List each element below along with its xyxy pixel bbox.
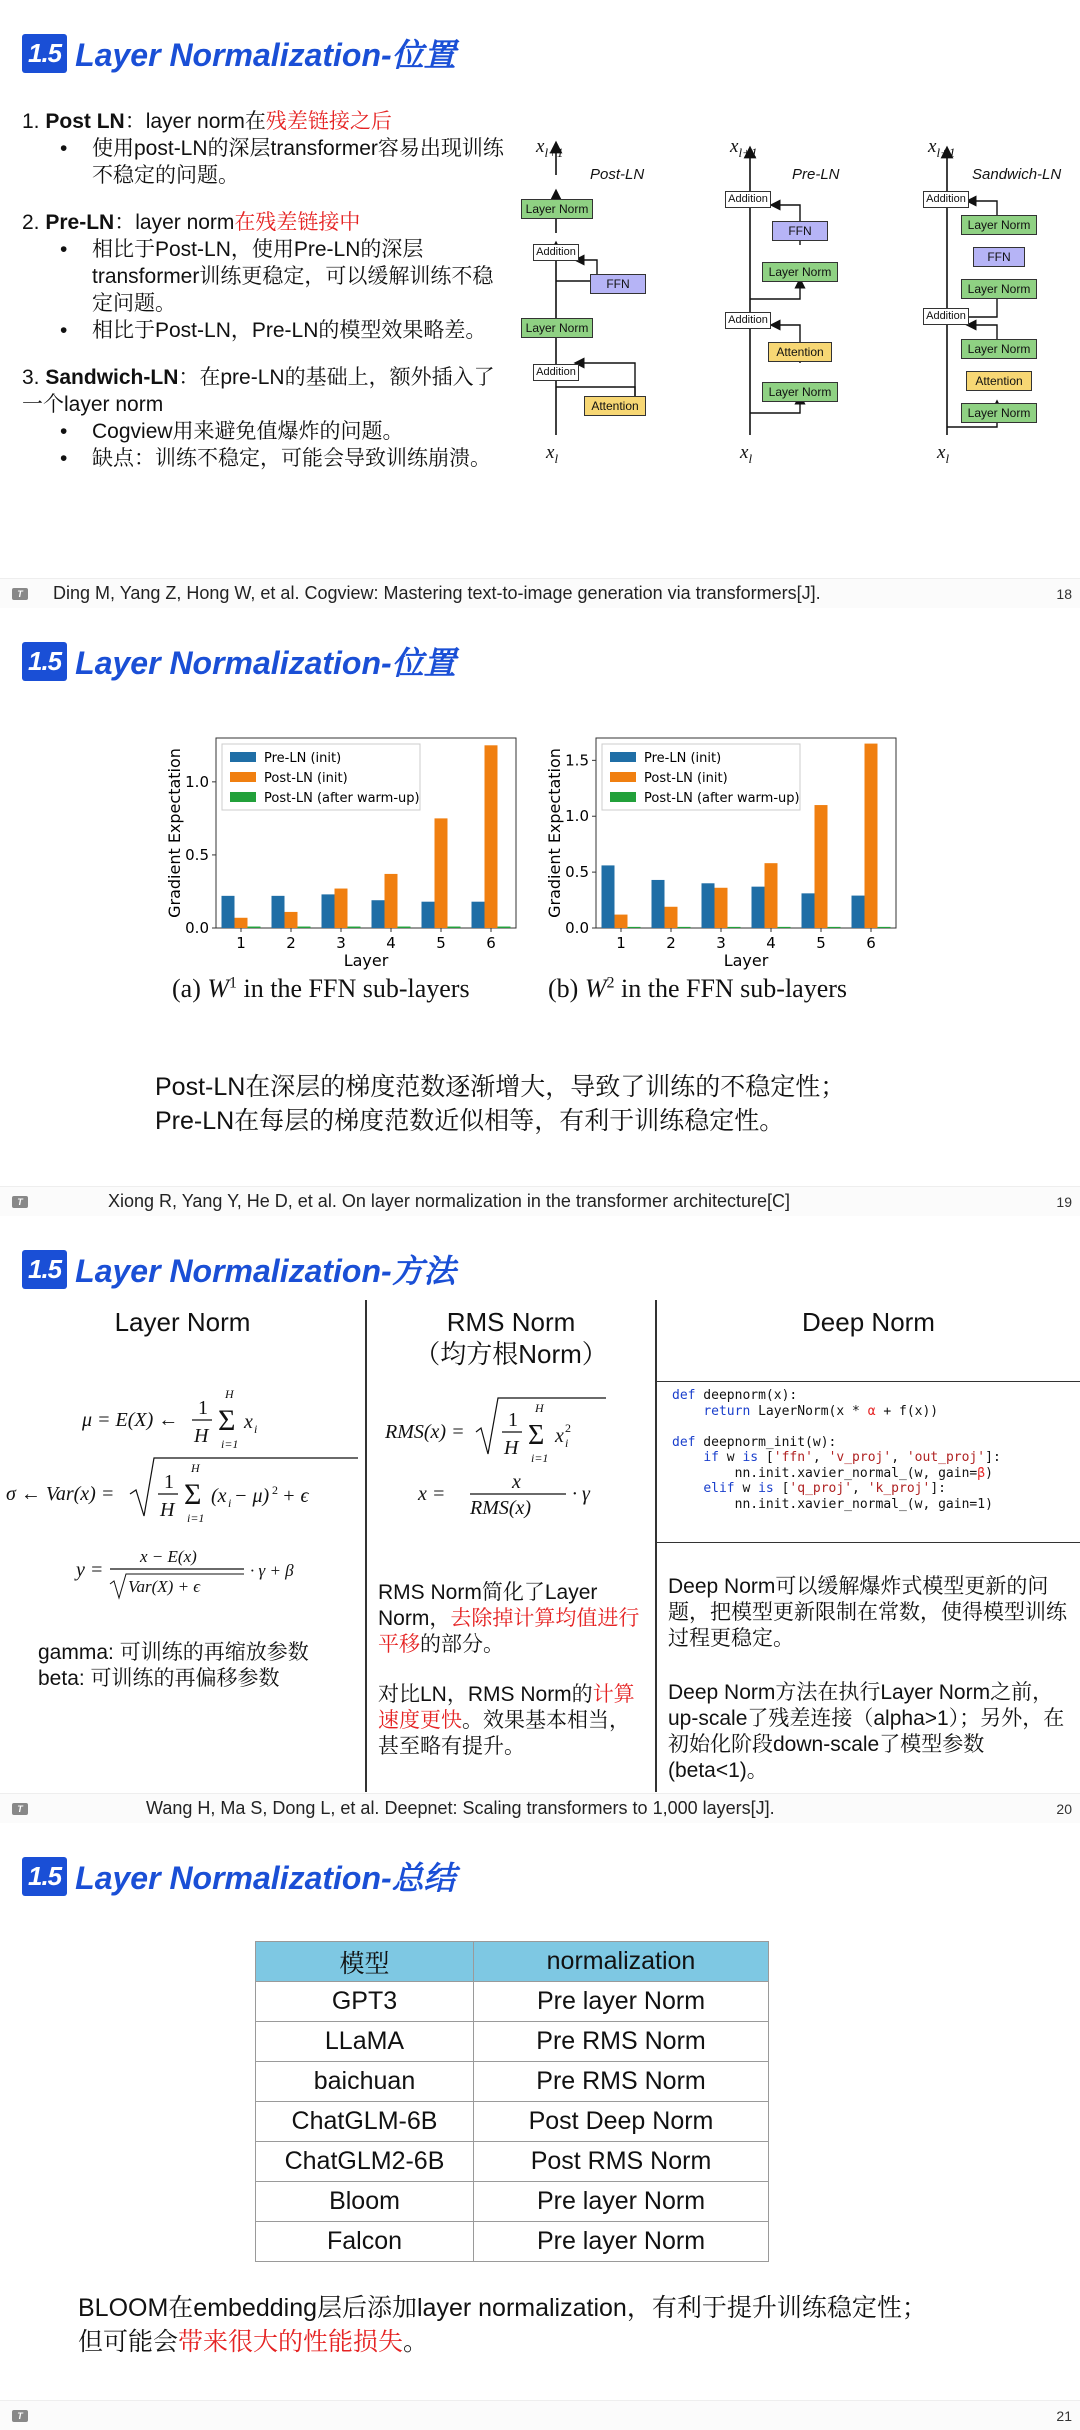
svg-text:· γ: · γ [572,1483,590,1505]
bullet: • 使用post-LN的深层transformer容易出现训练不稳定的问题。 [60,135,507,189]
deepnorm-code [672,1388,1001,1512]
list-item-post-ln: 1. Post LN：layer norm在残差链接之后 • 使用post-LN的深层transformer容易出现训练不稳定的问题。 [22,108,507,189]
slide-title [22,28,456,78]
svg-text:Σ: Σ [218,1404,236,1437]
normalization-cell: Pre layer Norm [474,1982,769,2022]
model-cell: ChatGLM-6B [256,2102,474,2142]
table-row [256,2222,769,2262]
legend-entry: Post-LN (init) [644,771,728,786]
attention-box: Attention [966,371,1032,391]
code-line: nn.init.xavier_normal_(w, gain=1) [672,1496,993,1512]
slide-title [22,636,456,686]
ffn-box: FFN [590,274,646,294]
normalization-cell: Pre RMS Norm [474,2022,769,2062]
title-text: Layer Normalization-方法 [75,1253,456,1289]
model-cell: ChatGLM2-6B [256,2142,474,2182]
bar [865,744,878,928]
column-divider [365,1300,367,1792]
slide-20 [0,1216,1080,1823]
rms-desc-2: 对比LN，RMS Norm的计算速度更快。效果基本相当，甚至略有提升。 [378,1683,635,1758]
bullet: • Cogview用来避免值爆炸的问题。 [60,418,507,445]
bar [778,927,791,928]
svg-text:σ ← Var(x) =: σ ← Var(x) = [6,1483,115,1505]
svg-text:· γ + β: · γ + β [250,1561,294,1580]
title-text: Layer Normalization-位置 [75,645,456,681]
bar [235,918,248,928]
y-tick-label: 1.0 [185,772,209,791]
deepnorm-desc-1: Deep Norm可以缓解爆炸式模型更新的问题，把模型更新限制在常数，使得模型训练过程更稳定。 [668,1575,1067,1650]
sandwich-ln-label: Sandwich-LN [972,166,1062,183]
y-tick-label: 0.0 [185,919,209,937]
svg-text:i=1: i=1 [531,1451,549,1465]
input-label: $x_l$ [740,442,753,466]
bar [322,894,335,928]
addition-box: Addition [923,191,969,208]
svg-text:H: H [160,1499,175,1521]
ffn-box: FFN [772,221,828,241]
y-axis-label: Gradient Expectation [545,748,564,918]
y-tick-label: 0.5 [565,863,589,882]
bar [348,927,361,928]
slide-title [22,1244,456,1294]
list-item-pre-ln: 2. Pre-LN：layer norm在残差链接中 • 相比于Post-LN，使用Pre-LN的深层transformer训练更稳定，可以缓解训练不稳定问题。 • 相比于Post-LN，Pre-LN的模型效果略差。 [22,209,507,344]
addition-box: Addition [533,244,579,261]
text-line: Post-LN在深层的梯度范数逐渐增大，导致了训练的不稳定性； [155,1073,846,1101]
ln-position-list [22,108,507,492]
x-tick-label: 6 [866,934,876,952]
table-row [256,2182,769,2222]
x-axis-label: Layer [343,951,389,970]
slide-18 [0,0,1080,608]
bar [248,927,261,928]
legend-entry: Post-LN (init) [264,771,348,786]
legend-swatch [610,752,636,762]
text-line: Pre-LN在每层的梯度范数近似相等，有利于训练稳定性。 [155,1107,785,1135]
list-item-sandwich-ln: 3. Sandwich-LN：在pre-LN的基础上，额外插入了一个layer norm • Cogview用来避免值爆炸的问题。 • 缺点：训练不稳定，可能会导致训练崩溃。 [22,364,507,472]
svg-text:Var(X) + ϵ: Var(X) + ϵ [128,1577,201,1596]
page-number: 20 [1056,1800,1072,1817]
code-line: if w is ['ffn', 'v_proj', 'out_proj']: [703,1450,1001,1465]
normalization-cell: Pre layer Norm [474,2222,769,2262]
page-number: 19 [1056,1193,1072,1210]
bar [472,902,485,928]
model-cell: LLaMA [256,2022,474,2062]
normalization-cell: Post Deep Norm [474,2102,769,2142]
bar [298,927,311,928]
col-head-layer-norm: Layer Norm [114,1307,251,1337]
logo-icon: T [12,588,28,600]
x-tick-label: 2 [666,934,676,952]
x-tick-label: 4 [766,934,776,952]
normalization-table [255,1941,769,2262]
pre-ln-label: Pre-LN [792,166,840,183]
svg-text:H: H [194,1425,209,1447]
bullet: • 相比于Post-LN，使用Pre-LN的深层transformer训练更稳定，可以缓解训练不稳定问题。 [60,236,507,317]
svg-text:x: x [244,1411,253,1433]
col-head-deep-norm: Deep Norm [802,1307,935,1337]
legend-entry: Post-LN (after warm-up) [264,791,420,806]
svg-text:H: H [191,1461,200,1475]
svg-text:+ ϵ: + ϵ [282,1485,309,1507]
layer-norm-box: Layer Norm [762,262,838,282]
bar [422,902,435,928]
legend-entry: Pre-LN (init) [644,751,722,766]
svg-text:RMS(x): RMS(x) [470,1497,532,1519]
bar [615,915,628,928]
code-top-rule [657,1381,1080,1382]
title-text: Layer Normalization-位置 [75,37,456,73]
slide-footer [0,2400,1080,2430]
bar [878,927,891,928]
svg-text:i: i [228,1496,232,1510]
x-axis-label: Layer [723,951,769,970]
section-number: 1.5 [22,1250,67,1289]
svg-text:H: H [225,1387,234,1401]
svg-text:(x: (x [211,1485,227,1507]
layer-norm-formulas [6,1366,361,1596]
x-tick-label: 3 [336,934,346,952]
x-tick-label: 1 [616,934,626,952]
bar [728,927,741,928]
code-line: nn.init.xavier_normal_(w, gain=β) [672,1465,993,1481]
model-cell: Falcon [256,2222,474,2262]
section-number: 1.5 [22,34,67,73]
output-label: $x_{l+1}$ [730,136,758,160]
slide-footer [0,1186,1080,1216]
gamma-desc: gamma: 可训练的再缩放参数 [38,1641,309,1664]
legend-swatch [230,752,256,762]
layer-norm-box: Layer Norm [762,382,838,402]
reference: Ding M, Yang Z, Hong W, et al. Cogview: Mastering text-to-image generation via transformers[J]. [53,583,821,603]
addition-box: Addition [725,312,771,329]
layer-norm-box: Layer Norm [961,279,1037,299]
svg-text:2: 2 [272,1483,278,1497]
bar [852,896,865,928]
model-cell: GPT3 [256,1982,474,2022]
bar [448,927,461,928]
post-ln-label: Post-LN [590,166,645,183]
table-row [256,2102,769,2142]
table-row [256,2062,769,2102]
svg-text:x − E(x): x − E(x) [140,1547,197,1566]
page-number: 18 [1056,585,1072,602]
y-tick-label: 1.0 [565,807,589,826]
bar [678,927,691,928]
page-number: 21 [1056,2407,1072,2424]
ln-architecture-diagram [515,135,1075,475]
col-head-rms-norm: RMS Norm （均方根Norm） [414,1307,608,1369]
reference: Wang H, Ma S, Dong L, et al. Deepnet: Scaling transformers to 1,000 layers[J]. [146,1798,775,1818]
logo-icon: T [12,1803,28,1815]
text-line: 但可能会带来很大的性能损失。 [78,2328,429,2356]
svg-text:x =: x = [418,1483,446,1505]
svg-text:RMS(x) =: RMS(x) = [385,1421,465,1443]
ffn-box: FFN [973,247,1025,267]
normalization-cell: Pre RMS Norm [474,2062,769,2102]
addition-box: Addition [923,308,969,325]
svg-text:Σ: Σ [184,1478,202,1511]
bar [335,889,348,928]
table-row [256,2142,769,2182]
caption-b: (b) $W^2$ in the FFN sub-layers [548,974,848,1003]
logo-icon: T [12,1196,28,1208]
output-label: $x_{l+1}$ [928,136,956,160]
model-cell: Bloom [256,2182,474,2222]
layer-norm-box: Layer Norm [521,318,593,338]
svg-text:1: 1 [508,1409,518,1431]
slide-footer [0,578,1080,608]
addition-box: Addition [533,364,579,381]
model-cell: baichuan [256,2062,474,2102]
x-tick-label: 5 [436,934,446,952]
slide-title [22,1851,456,1901]
caption-a: (a) $W^1$ in the FFN sub-layers [172,974,470,1003]
rms-norm-formulas [380,1386,650,1519]
deepnorm-desc-2: Deep Norm方法在执行Layer Norm之前，up-scale了残差连接（alpha>1）；另外，在初始化阶段down-scale了模型参数(beta<1)。 [668,1681,1065,1782]
x-tick-label: 1 [236,934,246,952]
layer-norm-box: Layer Norm [961,339,1037,359]
output-label: $x_{l+1}$ [536,136,564,160]
bullet: • 缺点：训练不稳定，可能会导致训练崩溃。 [60,445,507,472]
section-number: 1.5 [22,642,67,681]
layer-norm-box: Layer Norm [521,199,593,219]
attention-box: Attention [584,396,646,416]
addition-box: Addition [725,191,771,208]
x-tick-label: 2 [286,934,296,952]
rms-desc-1: RMS Norm简化了Layer Norm，去除掉计算均值进行平移的部分。 [378,1581,640,1656]
beta-desc: beta: 可训练的再偏移参数 [38,1667,280,1690]
slide-21 [0,1823,1080,2430]
bar [385,874,398,928]
text-line: BLOOM在embedding层后添加layer normalization，有利于提升训练稳定性； [78,2294,927,2322]
x-tick-label: 6 [486,934,496,952]
attention-box: Attention [768,342,832,362]
slide-19 [0,608,1080,1216]
code-line: def deepnorm_init(w): [672,1434,837,1450]
legend-swatch [610,772,636,782]
code-line: elif w is ['q_proj', 'k_proj']: [703,1481,946,1496]
logo-icon: T [12,2410,28,2422]
x-tick-label: 3 [716,934,726,952]
code-line: def deepnorm(x): [672,1388,798,1403]
section-number: 1.5 [22,1857,67,1896]
svg-text:x: x [555,1425,564,1447]
normalization-cell: Post RMS Norm [474,2142,769,2182]
bullet: • 相比于Post-LN，Pre-LN的模型效果略差。 [60,317,507,344]
bar [372,900,385,928]
input-label: $x_l$ [546,442,559,466]
bloom-conclusion [78,2291,927,2359]
column-divider [655,1300,657,1792]
x-tick-label: 5 [816,934,826,952]
legend-entry: Pre-LN (init) [264,751,342,766]
svg-text:1: 1 [198,1397,208,1419]
title-text: Layer Normalization-总结 [75,1860,456,1896]
bar [498,927,511,928]
code-bottom-rule [657,1542,1080,1543]
legend-swatch [230,792,256,802]
legend-entry: Post-LN (after warm-up) [644,791,800,806]
svg-text:x: x [512,1471,521,1493]
code-line [672,1419,1001,1435]
slide-footer [0,1793,1080,1823]
bar [715,888,728,928]
svg-text:i: i [254,1422,258,1436]
table-header-row [256,1942,769,1982]
svg-text:i=1: i=1 [187,1511,205,1525]
gradient-chart-w1 [160,726,530,970]
bar [652,880,665,928]
y-tick-label: 0.0 [565,919,589,937]
bar [398,927,411,928]
bar [628,927,641,928]
layer-norm-box: Layer Norm [961,215,1037,235]
svg-text:− μ): − μ) [234,1485,270,1507]
bar [435,818,448,928]
bar [272,896,285,928]
y-tick-label: 0.5 [185,845,209,864]
bar [485,745,498,928]
bar [602,865,615,928]
svg-text:Σ: Σ [528,1420,545,1451]
legend-swatch [230,772,256,782]
table-row [256,1982,769,2022]
gradient-conclusion [155,1070,845,1138]
bar [815,805,828,928]
column-header: normalization [474,1942,769,1982]
normalization-cell: Pre layer Norm [474,2182,769,2222]
bar [702,883,715,928]
y-axis-label: Gradient Expectation [165,748,184,918]
bar [752,887,765,928]
svg-text:H: H [535,1401,544,1415]
x-tick-label: 4 [386,934,396,952]
gradient-chart-w2 [540,726,910,970]
svg-text:2: 2 [565,1421,571,1435]
column-header: 模型 [256,1942,474,1982]
bar [828,927,841,928]
svg-text:1: 1 [164,1471,174,1493]
bar [665,907,678,928]
svg-text:y =: y = [76,1559,104,1581]
bar [222,896,235,928]
bar [802,893,815,928]
layer-norm-box: Layer Norm [961,403,1037,423]
table-row [256,2022,769,2062]
legend-swatch [610,792,636,802]
input-label: $x_l$ [937,442,950,466]
svg-text:μ = E(X) ←: μ = E(X) ← [82,1409,179,1431]
code-line: return LayerNorm(x * α + f(x)) [703,1403,939,1419]
svg-text:H: H [504,1437,519,1459]
svg-text:i: i [565,1436,569,1450]
bar [765,863,778,928]
y-tick-label: 1.5 [565,751,589,770]
bar [285,912,298,928]
svg-text:i=1: i=1 [221,1437,239,1451]
reference: Xiong R, Yang Y, He D, et al. On layer normalization in the transformer architecture[C] [108,1191,790,1211]
